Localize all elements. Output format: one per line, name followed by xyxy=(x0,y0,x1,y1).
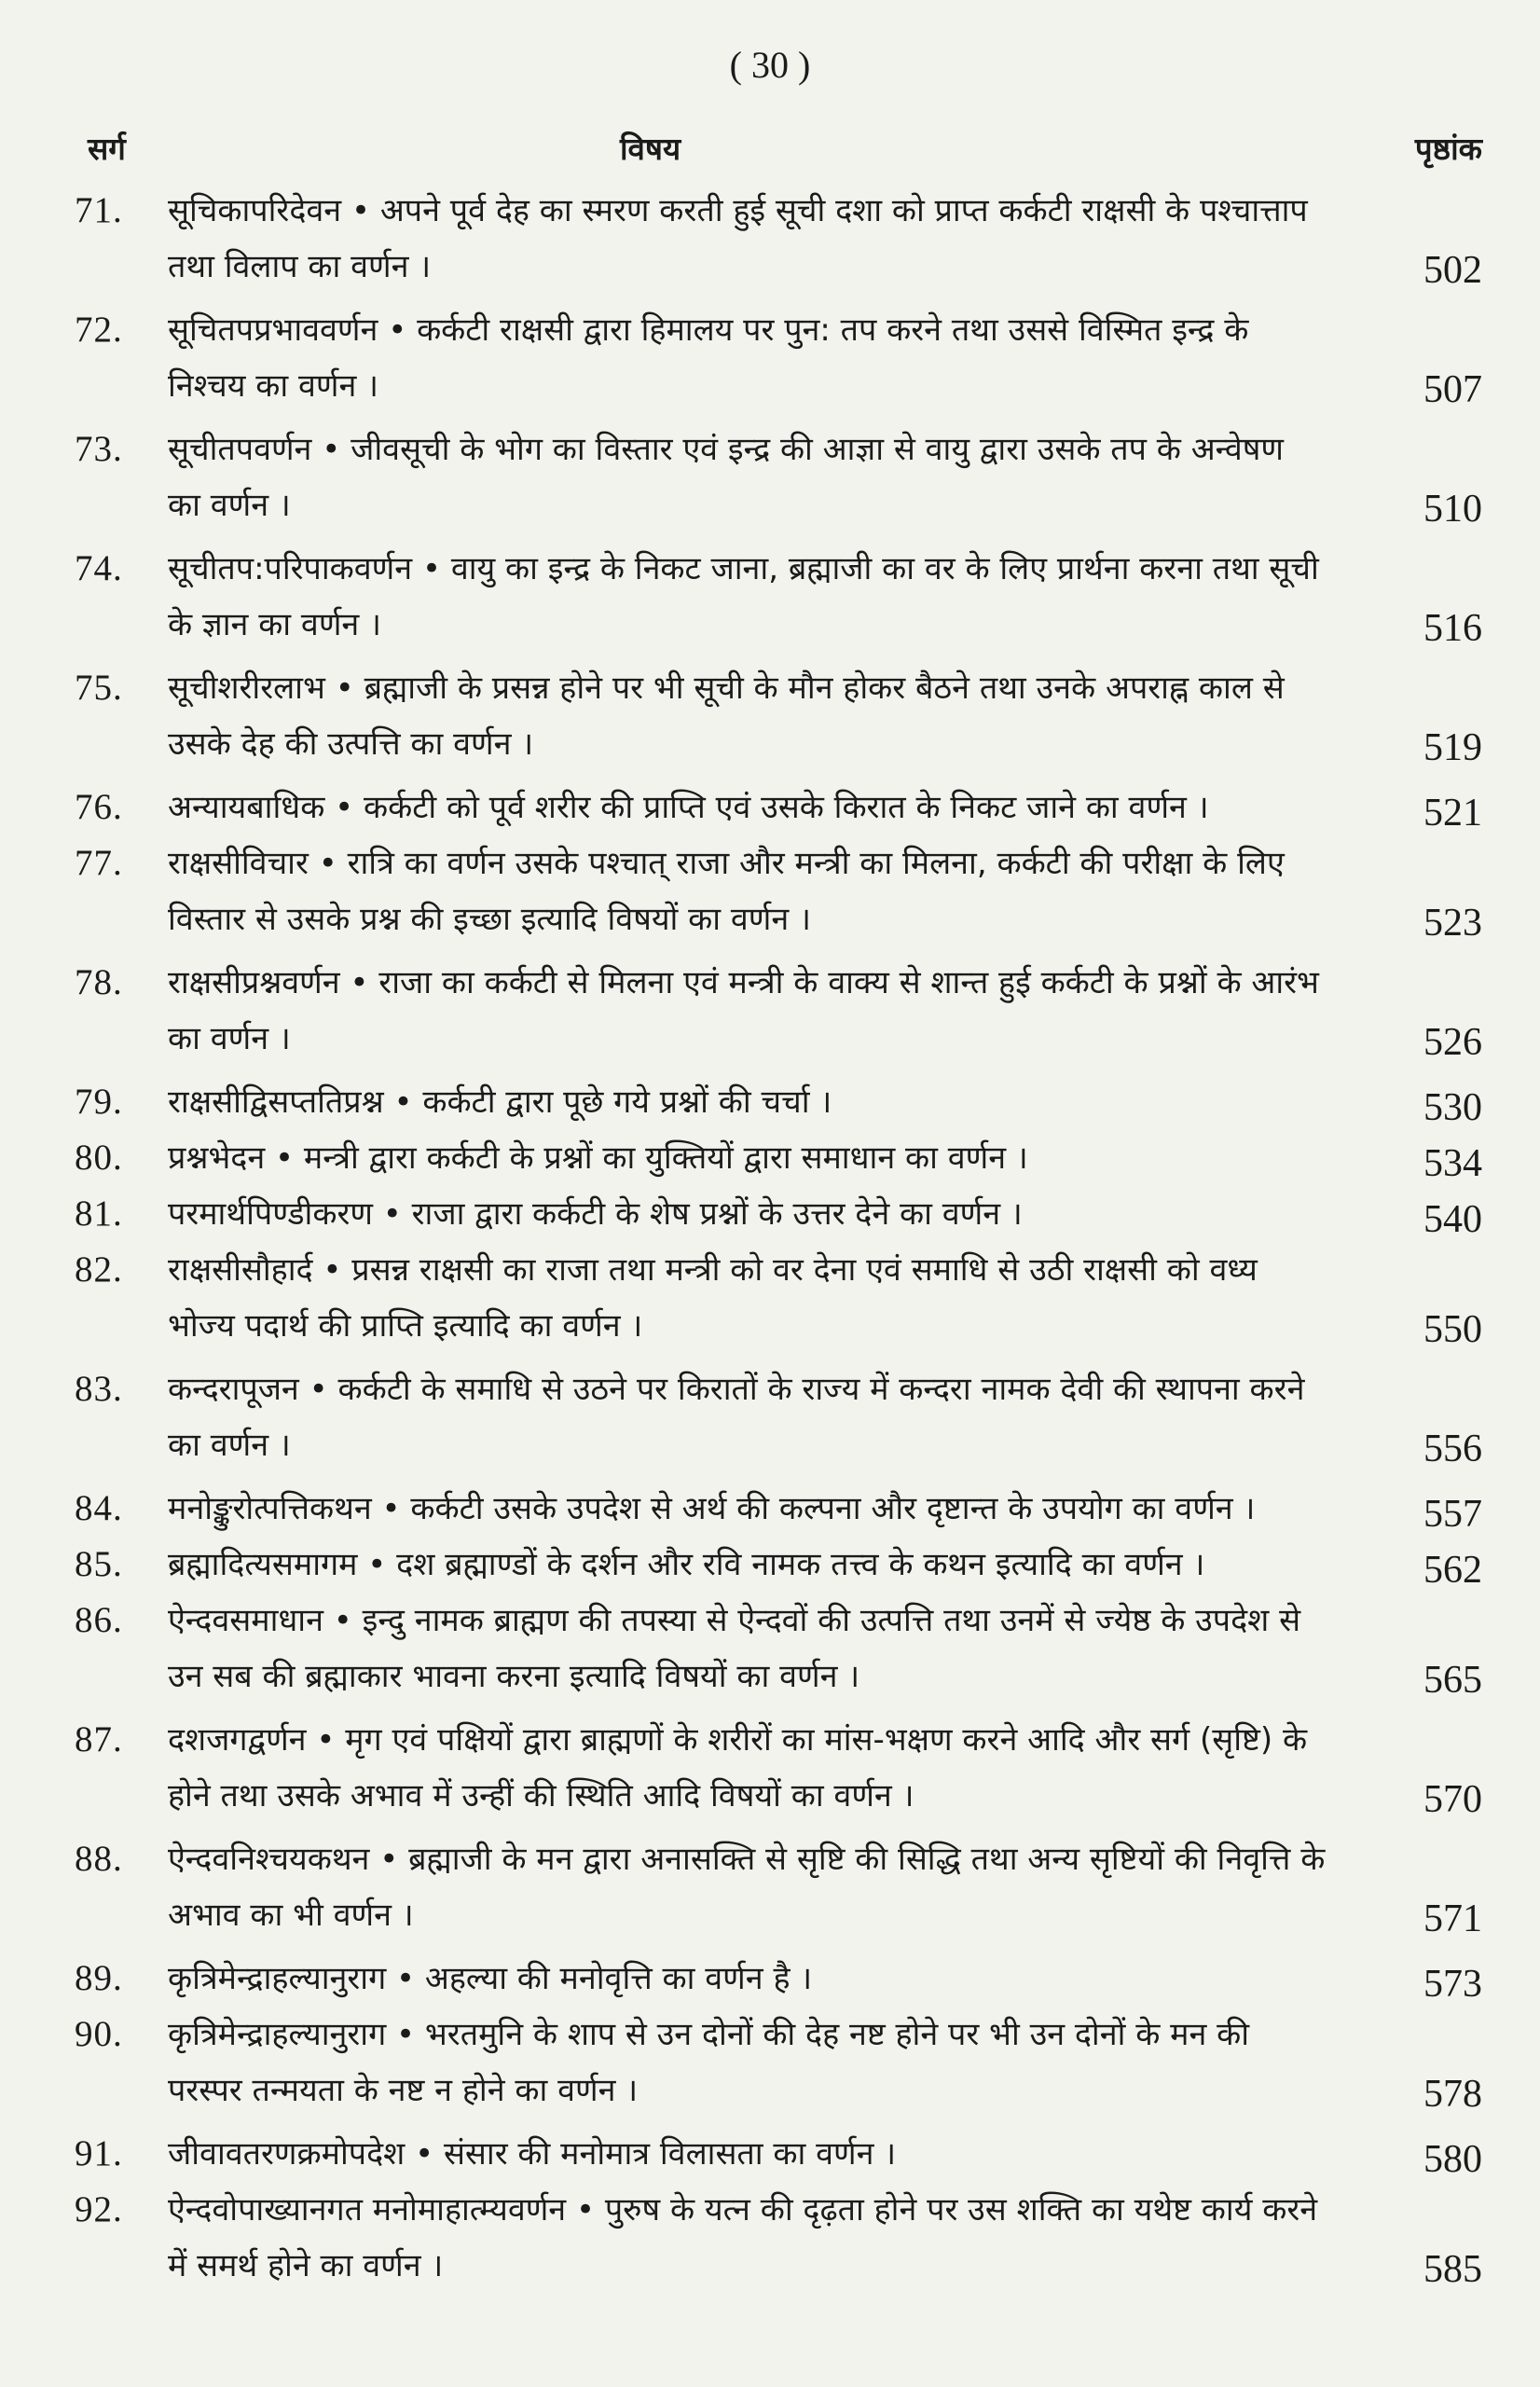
entry-title: ब्रह्मादित्यसमागम xyxy=(168,1546,358,1583)
contents-entry xyxy=(0,1712,1540,1824)
entry-separator: • xyxy=(386,1960,425,1997)
contents-entry xyxy=(0,1361,1540,1473)
entry-title: जीवावतरणक्रमोपदेश xyxy=(168,2135,406,2173)
entry-separator: • xyxy=(369,1841,409,1878)
entry-title: कृत्रिमेन्द्राहल्यानुराग xyxy=(168,1960,387,1997)
entry-description: जीवसूची के भोग का विस्तार एवं इन्द्र की आज्ञा से वायु द्वारा उसके तप के अन्वेषण का वर्णन । xyxy=(168,431,1284,524)
entry-page-number: 530 xyxy=(1423,1086,1482,1129)
entry-text xyxy=(168,1186,1326,1242)
entry-text xyxy=(168,1074,1326,1130)
entry-text xyxy=(168,660,1326,772)
entry-page-number: 519 xyxy=(1423,726,1482,769)
entry-text xyxy=(168,2182,1326,2294)
entry-separator: • xyxy=(323,1602,363,1639)
entry-title: प्रश्नभेदन xyxy=(168,1139,266,1177)
entry-description: ब्रह्माजी के प्रसन्न होने पर भी सूची के मौन होकर बैठने तथा उनके अपराह्न काल से उसके देह की उत्पत्ति का वर्णन । xyxy=(168,669,1285,763)
entry-text xyxy=(168,1951,1326,2007)
entry-page-number: 516 xyxy=(1423,607,1482,650)
entry-number: 88. xyxy=(75,1839,123,1879)
entry-text xyxy=(168,1481,1326,1537)
contents-entry xyxy=(0,1074,1540,1130)
contents-entry xyxy=(0,421,1540,533)
entry-title: ऐन्दवोपाख्यानगत मनोमाहात्म्यवर्णन xyxy=(168,2191,567,2228)
entry-page-number: 510 xyxy=(1423,488,1482,531)
contents-entry xyxy=(0,2126,1540,2182)
entry-description: संसार की मनोमात्र विलासता का वर्णन । xyxy=(443,2135,897,2173)
entry-title: सूचीशरीरलाभ xyxy=(168,669,325,707)
entry-number: 76. xyxy=(75,787,123,827)
header-vishay: विषय xyxy=(620,131,681,167)
entry-page-number: 550 xyxy=(1423,1308,1482,1351)
contents-entry xyxy=(0,955,1540,1067)
entry-page-number: 565 xyxy=(1423,1659,1482,1702)
entry-description: अहल्या की मनोवृत्ति का वर्णन है । xyxy=(424,1960,813,1997)
entry-number: 85. xyxy=(75,1544,123,1584)
entry-description: ब्रह्माजी के मन द्वारा अनासक्ति से सृष्टि की सिद्धि तथा अन्य सृष्टियों की निवृत्ति के अभाव का भी वर्णन । xyxy=(168,1841,1326,1934)
entry-text xyxy=(168,1712,1326,1824)
entry-page-number: 502 xyxy=(1423,249,1482,292)
entry-separator: • xyxy=(386,2016,425,2053)
contents-entry xyxy=(0,302,1540,414)
header-sarga: सर्ग xyxy=(88,131,126,167)
entry-description: राजा द्वारा कर्कटी के शेष प्रश्नों के उत्तर देने का वर्णन । xyxy=(411,1195,1023,1233)
entry-page-number: 540 xyxy=(1423,1198,1482,1241)
entry-title: कन्दरापूजन xyxy=(168,1371,299,1408)
entry-separator: • xyxy=(405,2135,444,2173)
contents-entry xyxy=(0,1186,1540,1242)
entry-number: 83. xyxy=(75,1369,123,1409)
entry-number: 78. xyxy=(75,962,123,1002)
contents-entry xyxy=(0,1593,1540,1704)
entry-text xyxy=(168,1361,1326,1473)
entry-title: सूचीतप:परिपाकवर्णन xyxy=(168,550,413,587)
entry-separator: • xyxy=(324,669,364,707)
contents-entry xyxy=(0,1831,1540,1943)
entry-number: 72. xyxy=(75,310,123,350)
entry-page-number: 557 xyxy=(1423,1493,1482,1536)
entry-text xyxy=(168,1593,1326,1704)
contents-entry xyxy=(0,1242,1540,1354)
entry-separator: • xyxy=(308,845,348,882)
entry-separator: • xyxy=(566,2191,605,2228)
entry-page-number: 585 xyxy=(1423,2248,1482,2291)
entry-description: कर्कटी को पूर्व शरीर की प्राप्ति एवं उसके किरात के निकट जाने का वर्णन । xyxy=(363,789,1209,826)
entry-page-number: 580 xyxy=(1423,2138,1482,2181)
entry-separator: • xyxy=(306,1721,346,1759)
entry-page-number: 523 xyxy=(1423,902,1482,945)
entry-title: राक्षसीसौहार्द xyxy=(168,1251,313,1289)
contents-entry xyxy=(0,1537,1540,1593)
entry-number: 71. xyxy=(75,190,123,230)
entry-page-number: 507 xyxy=(1423,368,1482,411)
entry-description: वायु का इन्द्र के निकट जाना, ब्रह्माजी का वर के लिए प्रार्थना करना तथा सूची के ज्ञान का वर्णन । xyxy=(168,550,1319,643)
entry-page-number: 570 xyxy=(1423,1778,1482,1821)
entry-text xyxy=(168,780,1326,835)
entry-text xyxy=(168,835,1326,947)
entry-description: कर्कटी राक्षसी द्वारा हिमालय पर पुन: तप करने तथा उससे विस्मित इन्द्र के निश्चय का वर्णन । xyxy=(168,311,1249,405)
entry-page-number: 521 xyxy=(1423,792,1482,835)
entry-separator: • xyxy=(341,192,380,229)
entry-description: दश ब्रह्माण्डों के दर्शन और रवि नामक तत्त्व के कथन इत्यादि का वर्णन । xyxy=(396,1546,1205,1583)
entry-separator: • xyxy=(311,431,351,468)
entry-text xyxy=(168,1242,1326,1354)
entry-title: कृत्रिमेन्द्राहल्यानुराग xyxy=(168,2016,387,2053)
entry-text xyxy=(168,421,1326,533)
entry-number: 80. xyxy=(75,1138,123,1178)
entry-description: कर्कटी के समाधि से उठने पर किरातों के राज्य में कन्दरा नामक देवी की स्थापना करने का वर्णन । xyxy=(168,1371,1305,1464)
entry-title: सूचितपप्रभाववर्णन xyxy=(168,311,378,349)
entry-title: दशजगद्वर्णन xyxy=(168,1721,307,1759)
header-page: पृष्ठांक xyxy=(1414,131,1482,167)
entry-title: राक्षसीविचार xyxy=(168,845,309,882)
table-header xyxy=(0,127,1540,183)
entry-title: राक्षसीप्रश्नवर्णन xyxy=(168,964,340,1001)
entry-separator: • xyxy=(371,1490,411,1527)
entry-separator: • xyxy=(372,1195,412,1233)
entry-page-number: 578 xyxy=(1423,2073,1482,2116)
entry-number: 81. xyxy=(75,1194,123,1234)
entry-text xyxy=(168,2126,1326,2182)
contents-entry xyxy=(0,1951,1540,2007)
entry-text xyxy=(168,2007,1326,2118)
entry-text xyxy=(168,1537,1326,1593)
contents-entry xyxy=(0,660,1540,772)
entry-title: सूचिकापरिदेवन xyxy=(168,192,342,229)
entry-description: कर्कटी द्वारा पूछे गये प्रश्नों की चर्चा । xyxy=(422,1083,832,1121)
entry-number: 92. xyxy=(75,2189,123,2229)
contents-entry xyxy=(0,183,1540,295)
entry-separator: • xyxy=(357,1546,397,1583)
entry-text xyxy=(168,541,1326,653)
contents-entry xyxy=(0,2182,1540,2294)
entry-description: पुरुष के यत्न की दृढ़ता होने पर उस शक्ति का यथेष्ट कार्य करने में समर्थ होने का वर्णन । xyxy=(168,2191,1318,2284)
entry-page-number: 556 xyxy=(1423,1428,1482,1470)
contents-entry xyxy=(0,2007,1540,2118)
entry-description: रात्रि का वर्णन उसके पश्चात् राजा और मन्त्री का मिलना, कर्कटी की परीक्षा के लिए विस्तार से उसके प्रश्न की इच्छा इत्यादि विषयों का वर्णन । xyxy=(168,845,1285,938)
entry-separator: • xyxy=(339,964,379,1001)
entry-title: सूचीतपवर्णन xyxy=(168,431,312,468)
entry-separator: • xyxy=(412,550,451,587)
entry-number: 77. xyxy=(75,843,123,883)
entry-number: 74. xyxy=(75,548,123,588)
entry-title: राक्षसीद्विसप्ततिप्रश्न xyxy=(168,1083,384,1121)
entry-page-number: 571 xyxy=(1423,1897,1482,1940)
entry-description: भरतमुनि के शाप से उन दोनों की देह नष्ट होने पर भी उन दोनों के मन की परस्पर तन्मयता के नष्ट न होने का वर्णन । xyxy=(168,2016,1250,2109)
entry-title: ऐन्दवसमाधान xyxy=(168,1602,323,1639)
entry-page-number: 573 xyxy=(1423,1963,1482,2006)
entry-number: 89. xyxy=(75,1958,123,1998)
entry-description: कर्कटी उसके उपदेश से अर्थ की कल्पना और दृष्टान्त के उपयोग का वर्णन । xyxy=(410,1490,1256,1527)
entry-text xyxy=(168,1130,1326,1186)
contents-list xyxy=(0,183,1540,2301)
entry-number: 90. xyxy=(75,2014,123,2054)
entry-number: 91. xyxy=(75,2133,123,2173)
entry-separator: • xyxy=(265,1139,304,1177)
entry-description: राजा का कर्कटी से मिलना एवं मन्त्री के वाक्य से शान्त हुई कर्कटी के प्रश्नों के आरंभ का वर्णन । xyxy=(168,964,1319,1057)
entry-separator: • xyxy=(324,789,364,826)
entry-text xyxy=(168,183,1326,295)
entry-number: 73. xyxy=(75,429,123,469)
entry-number: 86. xyxy=(75,1600,123,1640)
contents-entry xyxy=(0,1130,1540,1186)
entry-text xyxy=(168,1831,1326,1943)
entry-separator: • xyxy=(298,1371,338,1408)
contents-entry xyxy=(0,1481,1540,1537)
entry-page-number: 534 xyxy=(1423,1142,1482,1185)
entry-number: 84. xyxy=(75,1488,123,1528)
entry-number: 75. xyxy=(75,668,123,708)
entry-title: मनोङ्कुरोत्पत्तिकथन xyxy=(168,1490,372,1527)
entry-text xyxy=(168,955,1326,1067)
entry-number: 79. xyxy=(75,1082,123,1122)
entry-page-number: 526 xyxy=(1423,1021,1482,1064)
entry-separator: • xyxy=(383,1083,423,1121)
entry-description: इन्दु नामक ब्राह्मण की तपस्या से ऐन्दवों की उत्पत्ति तथा उनमें से ज्येष्ठ के उपदेश से उन सब की ब्रह्माकार भावना करना इत्यादि विषयों का वर्णन । xyxy=(168,1602,1301,1695)
entry-number: 87. xyxy=(75,1719,123,1759)
entry-separator: • xyxy=(312,1251,352,1289)
entry-description: मृग एवं पक्षियों द्वारा ब्राह्मणों के शरीरों का मांस-भक्षण करने आदि और सर्ग (सृष्टि) के होने तथा उसके अभाव में उन्हीं की स्थिति आदि विषयों का वर्णन । xyxy=(168,1721,1308,1814)
entry-description: अपने पूर्व देह का स्मरण करती हुई सूची दशा को प्राप्त कर्कटी राक्षसी के पश्चात्ताप तथा विलाप का वर्णन । xyxy=(168,192,1308,285)
entry-text xyxy=(168,302,1326,414)
entry-separator: • xyxy=(378,311,418,349)
entry-page-number: 562 xyxy=(1423,1549,1482,1592)
entry-description: प्रसन्न राक्षसी का राजा तथा मन्त्री को वर देना एवं समाधि से उठी राक्षसी को वध्य भोज्य पदार्थ की प्राप्ति इत्यादि का वर्णन । xyxy=(168,1251,1258,1345)
contents-entry xyxy=(0,780,1540,835)
entry-title: परमार्थपिण्डीकरण xyxy=(168,1195,373,1233)
entry-number: 82. xyxy=(75,1249,123,1290)
contents-entry xyxy=(0,835,1540,947)
contents-entry xyxy=(0,541,1540,653)
entry-description: मन्त्री द्वारा कर्कटी के प्रश्नों का युक्तियों द्वारा समाधान का वर्णन । xyxy=(303,1139,1028,1177)
entry-title: ऐन्दवनिश्चयकथन xyxy=(168,1841,370,1878)
page-number: ( 30 ) xyxy=(729,44,811,86)
entry-title: अन्यायबाधिक xyxy=(168,789,325,826)
